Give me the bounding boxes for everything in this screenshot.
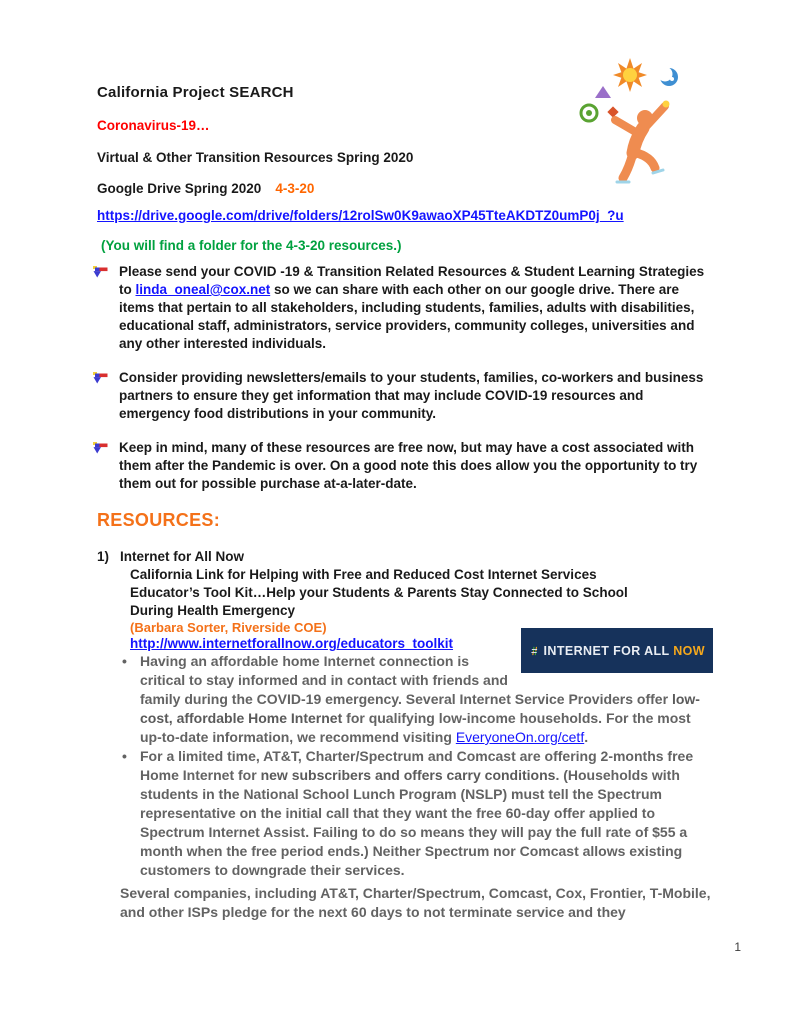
spiral-icon: [581, 105, 597, 121]
figure-body: [615, 106, 665, 178]
detail-section: [120, 652, 713, 880]
list-item: [97, 439, 713, 493]
resources-heading: RESOURCES:: [97, 510, 221, 530]
project-search-clipart-logo: [573, 56, 695, 186]
arrow-bullet-icon: [93, 441, 108, 459]
detail-text: Having an affordable home Internet connection is critical to stay informed and in contact with friends and family during the COVID-19 emergency. Several Internet Service Providers offer: [140, 653, 672, 707]
bullet-text: so we can share with each other on our google drive. There are items that pertain to all stakeholders, including students, families, adults with disabilities, educational staff, administrators, service providers, community colleges, universities and any other interested individuals.: [119, 282, 695, 351]
bullet-text: Consider providing newsletters/emails to your students, families, co-workers and business partners to ensure they get information that may include COVID-19 resources and emergency food distributions in your community.: [119, 370, 704, 421]
detail-text: For a limited time, AT&T, Charter/Spectrum and Comcast are offering 2-months free Home Internet for: [140, 748, 694, 783]
diamond-shape: [607, 106, 618, 117]
figure-hand-spark: [663, 101, 670, 108]
folder-note: (You will find a folder for the 4-3-20 resources.): [101, 238, 402, 253]
detail-text: for qualifying low-income households. For the most up-to-date information, we recommend visiting: [140, 710, 691, 745]
moon-icon: [658, 67, 679, 87]
detail-text: . (Households with students in the National School Lunch Program (NSLP) must tell the Spectrum representative on the initial call that they want the free 60-day offer applied to Spectrum Internet Assist. Failing to do so means they will pay the full rate of $55 a month when the free period ends.) Neither Spectrum nor Comcast allows existing customers to downgrade their services.: [140, 767, 688, 878]
item-subtitle: During Health Emergency: [130, 603, 296, 618]
coronavirus-heading: Coronavirus-19…: [97, 118, 210, 133]
logo-text: INTERNET FOR ALL NOW: [543, 643, 705, 658]
notice-bullet-list: [97, 263, 713, 493]
subtitle-heading: Virtual & Other Transition Resources Spring 2020: [97, 150, 414, 165]
bullet-text: Keep in mind, many of these resources are free now, but may have a cost associated with them after the Pandemic is over. On a good note this does allow you the opportunity to try them out for possible purchase at-a-later-date.: [119, 440, 698, 491]
list-item: [120, 652, 713, 747]
item-number: 1): [97, 549, 110, 564]
detail-text-bold: low-cost, affordable Home Internet: [140, 691, 700, 726]
email-link[interactable]: linda_oneal@cox.net: [135, 282, 271, 297]
resource-item-1: [97, 548, 713, 922]
item-title: Internet for All Now: [120, 549, 244, 564]
triangle-shape: [595, 86, 611, 98]
drive-date: 4-3-20: [275, 181, 315, 196]
everyoneon-link[interactable]: EveryoneOn.org/cetf: [455, 729, 585, 745]
arrow-bullet-icon: [93, 265, 108, 283]
item-subtitle-lines: [130, 566, 713, 620]
detail-bullet-list: [120, 652, 713, 880]
list-item: [120, 747, 713, 880]
item-subtitle: Educator’s Tool Kit…Help your Students & Parents Stay Connected to School: [130, 585, 628, 600]
sun-icon: [613, 58, 647, 92]
dancing-figure-icon: [573, 56, 695, 186]
item-subtitle: California Link for Helping with Free and Reduced Cost Internet Services: [130, 567, 597, 582]
detail-text: .: [584, 729, 589, 745]
detail-text-bold: new subscribers and offers carry conditions: [260, 767, 556, 783]
google-drive-heading: Google Drive Spring 2020 4-3-20: [97, 181, 315, 196]
list-item: [97, 263, 713, 353]
logo-now-text: NOW: [673, 643, 705, 658]
credit-line: (Barbara Sorter, Riverside COE): [130, 620, 327, 635]
list-item: [97, 369, 713, 423]
page-title: California Project SEARCH: [97, 84, 294, 101]
closing-paragraph: Several companies, including AT&T, Charter/Spectrum, Comcast, Cox, Frontier, T-Mobile, and other ISPs pledge for the next 60 days to not terminate service and they: [120, 885, 711, 920]
google-drive-link[interactable]: https://drive.google.com/drive/folders/12rolSw0K9awaoXP45TteAKDTZ0umP0j_?u: [97, 208, 624, 223]
toolkit-link[interactable]: http://www.internetforallnow.org/educators_toolkit: [130, 636, 454, 651]
page-number: 1: [734, 940, 741, 954]
arrow-bullet-icon: [93, 371, 108, 389]
bullet-text: Please send your COVID -19 & Transition Related Resources & Student Learning Strategies to: [119, 264, 705, 297]
